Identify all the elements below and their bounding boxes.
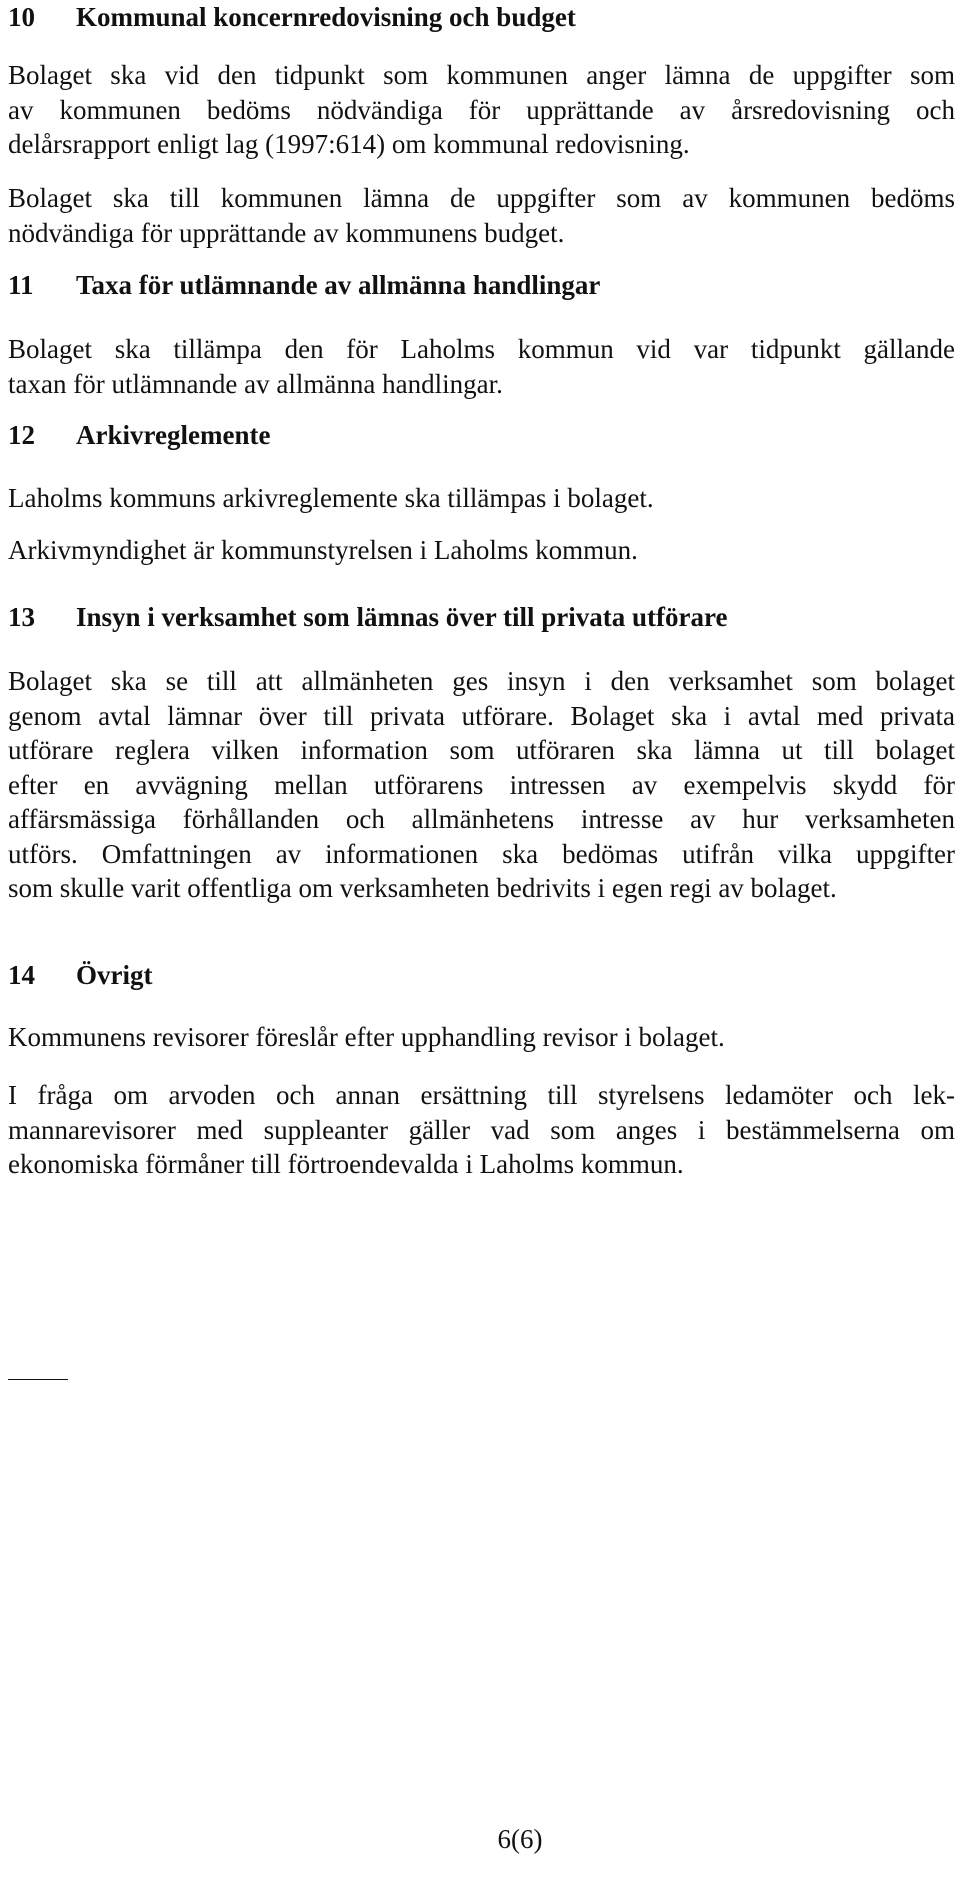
paragraph [8,181,955,250]
text-line: Bolaget ska tillämpa den för Laholms kommun vid var tidpunkt gällande [8,334,955,364]
section-title: Insyn i verksamhet som lämnas över till privata utförare [76,602,728,632]
paragraph [8,533,955,568]
paragraph [8,332,955,401]
section-title: Övrigt [76,960,153,990]
section-title: Kommunal koncernredovisning och budget [76,2,576,32]
paragraph [8,1020,955,1055]
page-number [0,1822,960,1856]
section-number: 10 [8,2,35,32]
paragraph [8,58,955,162]
text-line: ekonomiska förmåner till förtroendevalda i Laholms kommun. [8,1149,684,1179]
section-number: 12 [8,420,35,450]
paragraph [8,664,955,906]
section-heading-13 [8,600,727,634]
text-line: efter en avvägning mellan utförarens intressen av exempelvis skydd för [8,769,955,800]
text-line: utförare reglera vilken information som utföraren ska lämna ut till bolaget [8,735,955,765]
page-number-text: 6(6) [497,1824,543,1854]
text-line: Arkivmyndighet är kommunstyrelsen i Laholms kommun. [8,535,638,565]
section-title: Taxa för utlämnande av allmänna handlingar [76,270,601,300]
text-line: Bolaget ska vid den tidpunkt som kommunen anger lämna de uppgifter som [8,60,955,90]
text-line: I fråga om arvoden och annan ersättning till styrelsens ledamöter och lek- [8,1080,955,1110]
text-line: av kommunen bedöms nödvändiga för upprättande av årsredovisning och [8,94,955,125]
paragraph [8,1078,955,1182]
text-line: affärsmässiga förhållanden och allmänhetens intresse av hur verksamheten [8,804,955,834]
text-line: Kommunens revisorer föreslår efter upphandling revisor i bolaget. [8,1022,725,1052]
text-line: genom avtal lämnar över till privata utförare. Bolaget ska i avtal med privata [8,700,955,731]
section-heading-12 [8,418,270,452]
section-heading-11 [8,268,600,302]
text-line: Bolaget ska till kommunen lämna de uppgifter som av kommunen bedöms [8,183,955,213]
text-line: utförs. Omfattningen av informationen ska bedömas utifrån vilka uppgifter [8,838,955,869]
text-line: Bolaget ska se till att allmänheten ges insyn i den verksamhet som bolaget [8,666,955,696]
section-number: 14 [8,960,35,990]
text-line: delårsrapport enligt lag (1997:614) om kommunal redovisning. [8,129,690,159]
section-heading-14 [8,958,152,992]
section-number: 13 [8,602,35,632]
section-number: 11 [8,270,34,300]
text-line: mannarevisorer med suppleanter gäller vad som anges i bestämmelserna om [8,1114,955,1145]
end-rule [8,1379,68,1380]
text-line: Laholms kommuns arkivreglemente ska tillämpas i bolaget. [8,483,654,513]
text-line: nödvändiga för upprättande av kommunens budget. [8,217,565,248]
text-line: som skulle varit offentliga om verksamheten bedrivits i egen regi av bolaget. [8,873,837,903]
text-line: taxan för utlämnande av allmänna handlingar. [8,368,503,399]
paragraph [8,481,955,516]
section-title: Arkivreglemente [76,420,271,450]
section-heading-10 [8,0,576,34]
